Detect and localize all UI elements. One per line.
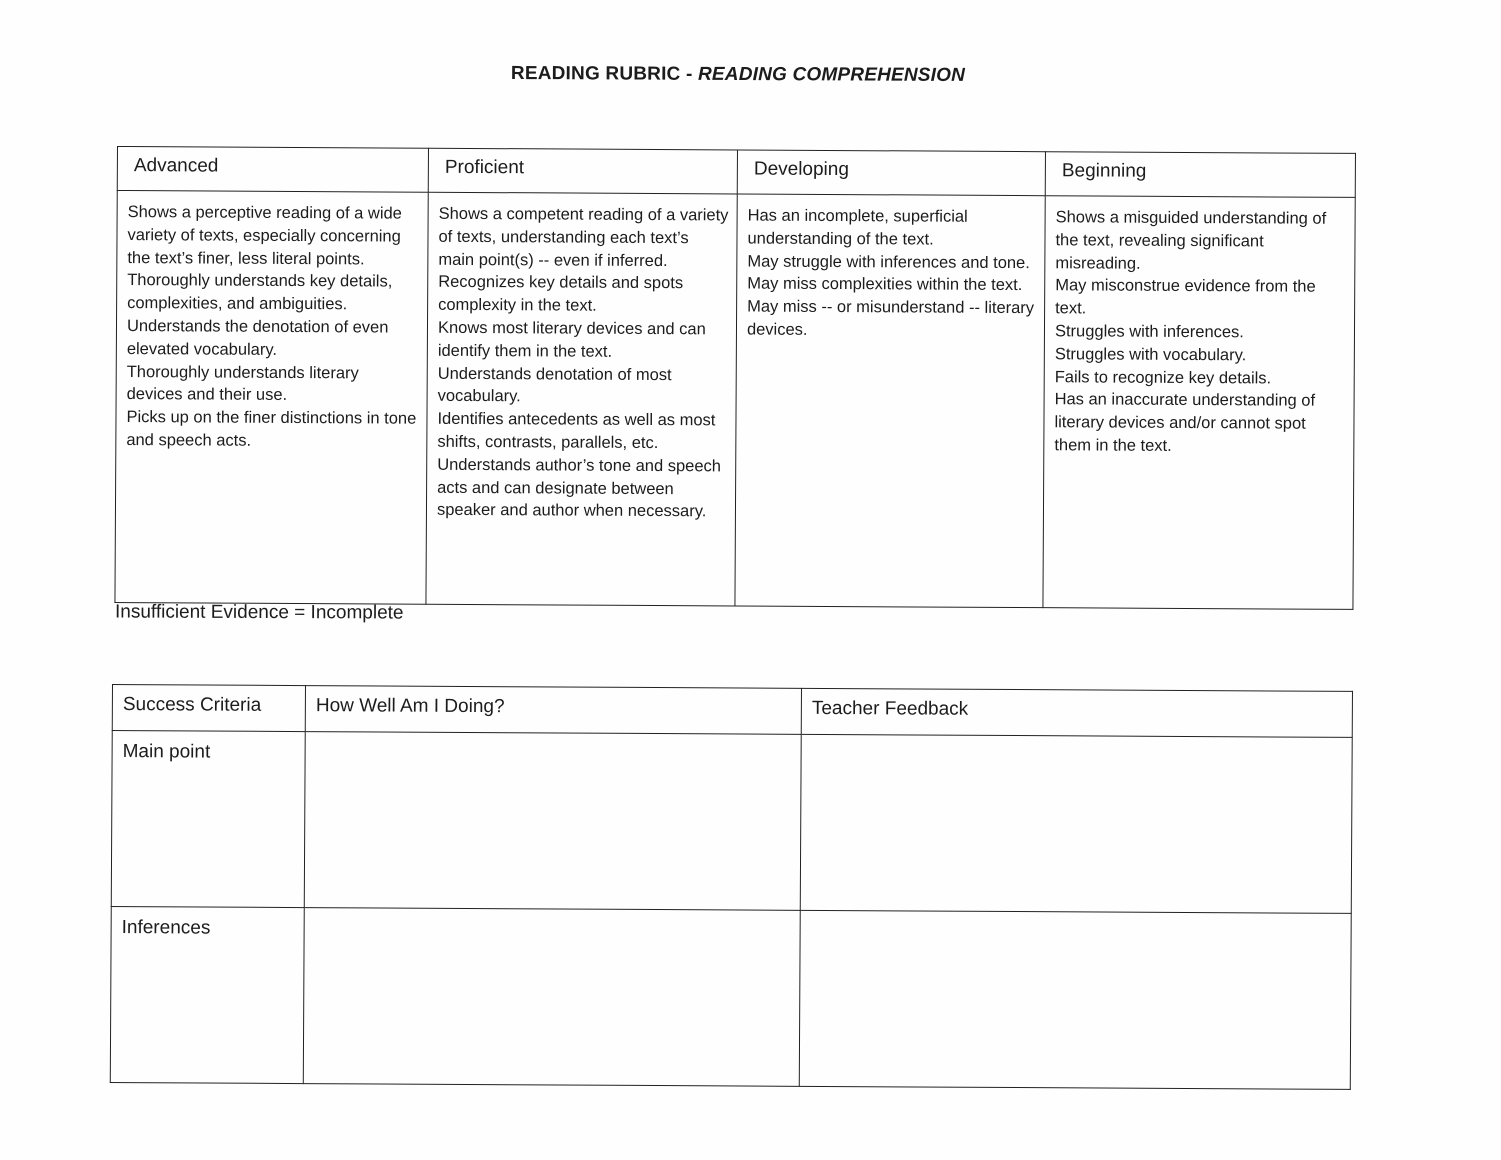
rubric-heading-beginning: Beginning: [1045, 152, 1355, 198]
rubric-description-beginning: Shows a misguided understanding of the text, revealing significant misreading. May misconstrue evidence from the text. Struggles with inferences. Struggles with vocabulary. Fails to recognize key details. Has an inaccurate understanding of literary devices and/or cannot spot them in the text.: [1054, 208, 1327, 455]
criteria-row-main-point: [111, 731, 1352, 914]
rubric-heading-proficient: Proficient: [428, 148, 737, 194]
rubric-cell-advanced: [115, 191, 428, 605]
rubric-heading-developing: Developing: [737, 150, 1045, 196]
self-assessment-cell-inferences[interactable]: [303, 908, 800, 1087]
teacher-feedback-cell-inferences[interactable]: [799, 910, 1351, 1089]
criteria-heading-how-well: How Well Am I Doing?: [305, 686, 801, 735]
rubric-heading-advanced: Advanced: [117, 147, 428, 193]
rubric-header-row: [117, 147, 1355, 198]
rubric-cell-proficient: [426, 192, 737, 606]
criteria-label-inferences: Inferences: [110, 906, 304, 1083]
rubric-description-developing: Has an incomplete, superficial understanding of the text. May struggle with inferences and tone. May miss complexities within the text. May miss -- or misunderstand -- literary devices.: [746, 206, 1035, 339]
rubric-cell-developing: [735, 194, 1045, 608]
criteria-heading-success-criteria: Success Criteria: [112, 685, 305, 732]
page-title: [0, 61, 1476, 89]
teacher-feedback-cell-main-point[interactable]: [800, 734, 1352, 913]
rubric-cell-beginning: [1043, 196, 1355, 610]
title-subtitle: READING COMPREHENSION: [697, 63, 966, 86]
rubric-body-row: [115, 191, 1355, 610]
title-main: READING RUBRIC -: [510, 63, 699, 85]
criteria-heading-teacher-feedback: Teacher Feedback: [801, 688, 1352, 737]
success-criteria-table: [110, 684, 1353, 1090]
rubric-description-advanced: Shows a perceptive reading of a wide variety of texts, especially concerning the text’s finer, less literal points. Thoroughly understands key details, complexities, and ambiguities. Understands the denotation of even elevated vocabulary. Thoroughly understands literary devices and their use. Picks up on the finer distinctions in tone and speech acts.: [126, 203, 417, 450]
criteria-header-row: [112, 685, 1352, 738]
criteria-row-inferences: [110, 906, 1351, 1089]
criteria-label-main-point: Main point: [111, 731, 305, 908]
rubric-table: [114, 146, 1356, 610]
insufficient-evidence-note: Insufficient Evidence = Incomplete: [114, 601, 404, 624]
rubric-description-proficient: Shows a competent reading of a variety of texts, understanding each text’s main point(s) -- even if inferred. Recognizes key details and spots complexity in the text. Knows most literary devices and can identify them in the text. Understands denotation of most vocabulary. Identifies antecedents as well as most shifts, contrasts, parallels, etc. Understands author’s tone and speech acts and can designate between speaker and author when necessary.: [436, 204, 729, 521]
self-assessment-cell-main-point[interactable]: [304, 732, 801, 911]
